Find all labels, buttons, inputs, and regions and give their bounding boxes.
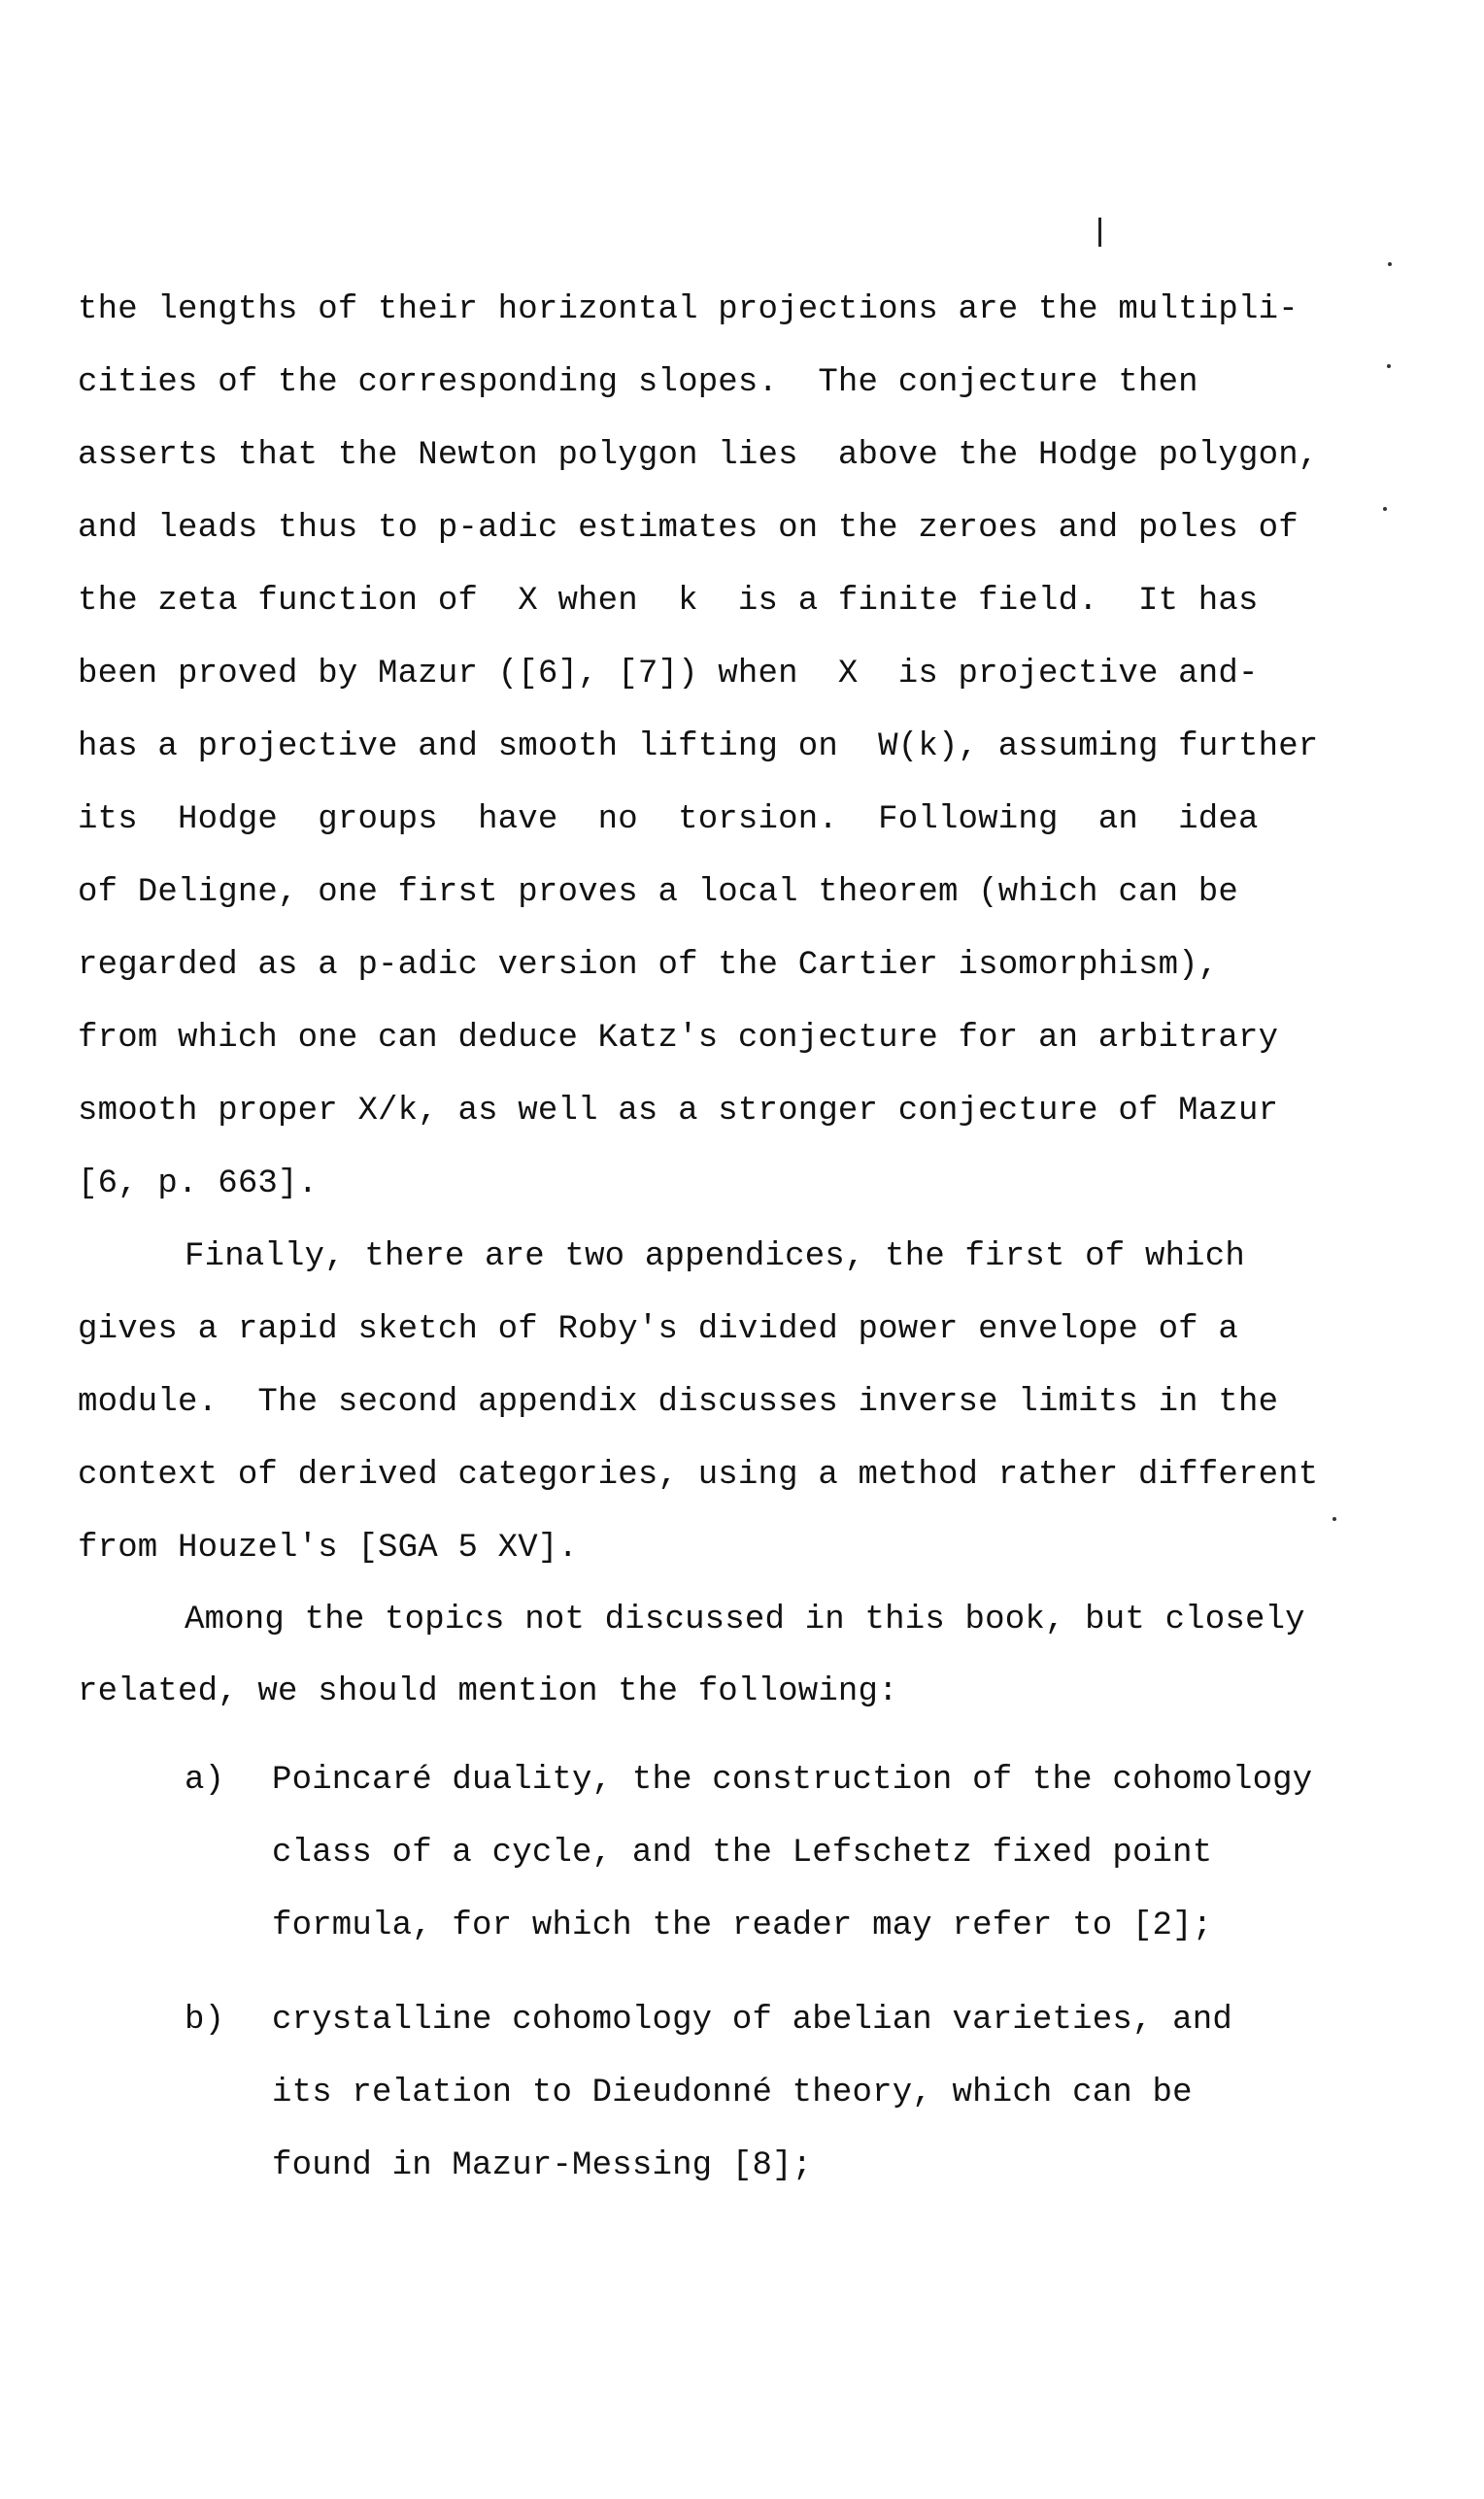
paragraph-line: asserts that the Newton polygon lies above the Hodge polygon,: [78, 437, 1319, 474]
scan-dot: [1388, 262, 1392, 266]
list-item-label: b): [185, 2002, 225, 2039]
scan-dot: [1332, 1517, 1336, 1521]
paragraph-line: from Houzel's [SGA 5 XV].: [78, 1530, 579, 1567]
paragraph-line: gives a rapid sketch of Roby's divided power envelope of a: [78, 1311, 1238, 1348]
paragraph-line: been proved by Mazur ([6], [7]) when X is projective and-: [78, 656, 1259, 692]
list-item-line: Poincaré duality, the construction of the cohomology: [272, 1762, 1313, 1799]
list-item-label: a): [185, 1762, 225, 1799]
list-item-line: class of a cycle, and the Lefschetz fixed point: [272, 1835, 1213, 1872]
paragraph-line: of Deligne, one first proves a local theorem (which can be: [78, 874, 1238, 911]
paragraph-line: has a projective and smooth lifting on W(k), assuming further: [78, 728, 1319, 765]
paragraph-line: module. The second appendix discusses inverse limits in the: [78, 1384, 1279, 1421]
paragraph-line: related, we should mention the following:: [78, 1673, 898, 1710]
paragraph-line: and leads thus to p-adic estimates on the zeroes and poles of: [78, 510, 1298, 547]
paragraph-line: smooth proper X/k, as well as a stronger conjecture of Mazur: [78, 1093, 1279, 1130]
scan-mark: [1098, 218, 1101, 247]
paragraph-line: Finally, there are two appendices, the first of which: [185, 1238, 1245, 1275]
paragraph-line: its Hodge groups have no torsion. Following an idea: [78, 801, 1259, 838]
list-item-line: found in Mazur-Messing [8];: [272, 2147, 813, 2184]
paragraph-line: Among the topics not discussed in this book, but closely: [185, 1602, 1305, 1638]
scan-dot: [1387, 364, 1391, 368]
list-item-line: its relation to Dieudonné theory, which can be: [272, 2075, 1193, 2111]
list-item-line: formula, for which the reader may refer to [2];: [272, 1908, 1213, 1944]
scan-dot: [1383, 507, 1387, 511]
paragraph-line: cities of the corresponding slopes. The conjecture then: [78, 364, 1198, 401]
list-item-line: crystalline cohomology of abelian varieties, and: [272, 2002, 1232, 2039]
paragraph-line: the lengths of their horizontal projections are the multipli-: [78, 291, 1298, 328]
paragraph-line: regarded as a p-adic version of the Cartier isomorphism),: [78, 947, 1219, 984]
paragraph-line: the zeta function of X when k is a finite field. It has: [78, 583, 1259, 620]
paragraph-line: [6, p. 663].: [78, 1165, 319, 1202]
paragraph-line: context of derived categories, using a method rather different: [78, 1457, 1319, 1494]
paragraph-line: from which one can deduce Katz's conjecture for an arbitrary: [78, 1020, 1279, 1057]
